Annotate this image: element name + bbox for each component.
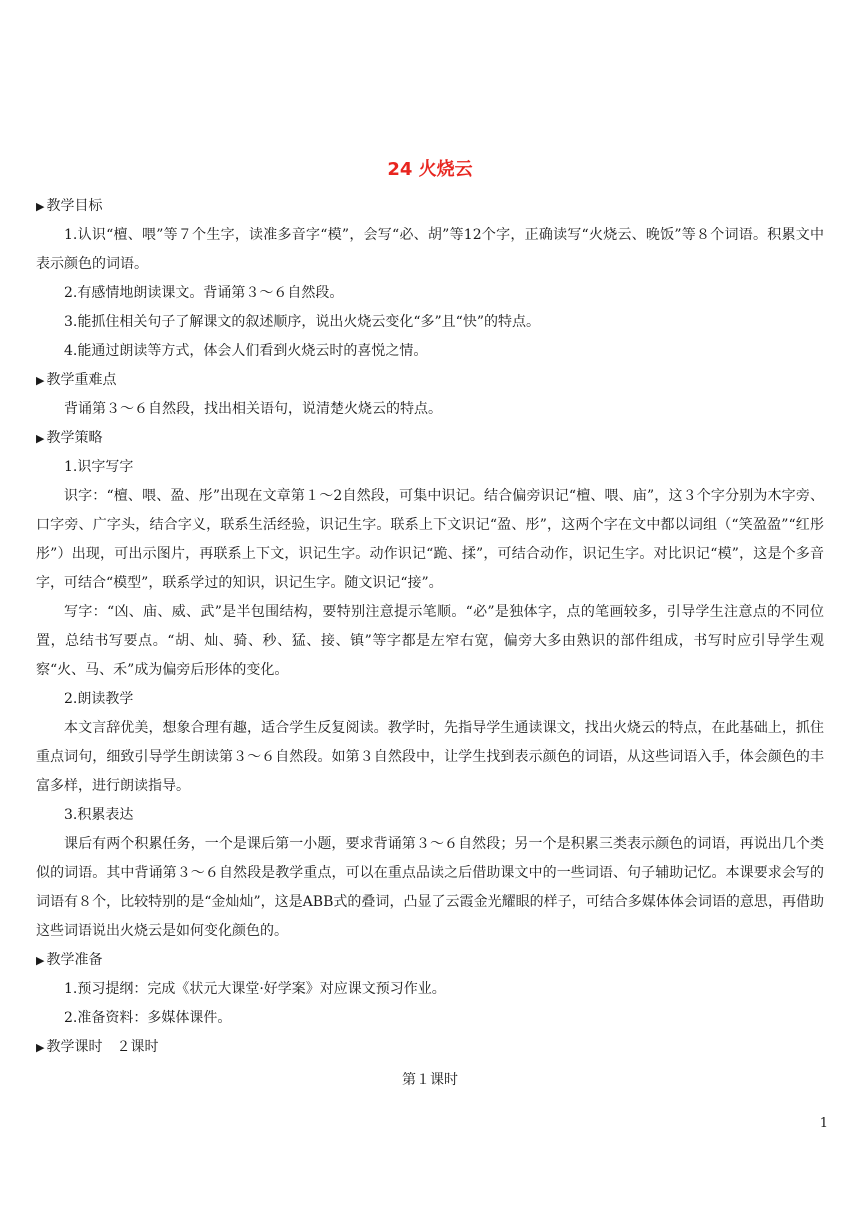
strategy-sub1-label: 1.识字写字 <box>64 459 134 475</box>
triangle-marker-icon: ▶ <box>36 1041 45 1054</box>
section-heading-hours: ▶ 教学课时 ２课时 <box>36 1039 159 1055</box>
strategy-sub1-paragraph-1: 识字：“檀、喂、盈、彤”出现在文章第１～2自然段，可集中识记。结合偏旁识记“檀、喂、庙”，这３个字分别为木字旁、口字旁、广字头，结合字义，联系生活经验，识记生字。联系上下文识记“盈、彤”，这两个字在文中都以词组（“笑盈盈”“红彤彤”）出现，可出示图片，再联系上下文，识记生字。动作识记“跪、揉”，可结合动作，识记生字。对比识记“模”，这是个多音字，可结合“模型”，联系学过的知识，识记生字。随文识记“接”。 <box>36 488 824 591</box>
section-heading-key-points: ▶ 教学重难点 <box>36 372 117 388</box>
section-heading-objectives: ▶ 教学目标 <box>36 198 103 214</box>
document-title: 24 火烧云 <box>387 159 473 180</box>
page-number: 1 <box>819 1116 828 1131</box>
triangle-marker-icon: ▶ <box>36 200 45 213</box>
session-label: 第１课时 <box>402 1072 458 1088</box>
objective-item-4: 4.能通过朗读等方式，体会人们看到火烧云时的喜悦之情。 <box>64 343 428 359</box>
preparation-item-1: 1.预习提纲：完成《状元大课堂·好学案》对应课文预习作业。 <box>64 981 446 997</box>
objective-item-1: 1.认识“檀、喂”等７个生字，读准多音字“模”，会写“必、胡”等12个字，正确读写“火烧云、晚饭”等８个词语。积累文中表示颜色的词语。 <box>36 227 824 272</box>
key-points-text: 背诵第３～６自然段，找出相关语句，说清楚火烧云的特点。 <box>64 401 442 417</box>
triangle-marker-icon: ▶ <box>36 432 45 445</box>
strategy-sub1-paragraph-2: 写字：“凶、庙、威、武”是半包围结构，要特别注意提示笔顺。“必”是独体字，点的笔画较多，引导学生注意点的不同位置，总结书写要点。“胡、灿、骑、秒、猛、接、镇”等字都是左窄右宽，偏旁大多由熟识的部件组成，书写时应引导学生观察“火、马、禾”成为偏旁后形体的变化。 <box>36 604 824 678</box>
strategy-sub3-label: 3.积累表达 <box>64 807 134 823</box>
strategy-sub2-label: 2.朗读教学 <box>64 691 134 707</box>
section-heading-preparation: ▶ 教学准备 <box>36 952 103 968</box>
document-body <box>36 192 824 1095</box>
preparation-item-2: 2.准备资料：多媒体课件。 <box>64 1010 232 1026</box>
section-heading-strategy: ▶ 教学策略 <box>36 430 103 446</box>
triangle-marker-icon: ▶ <box>36 954 45 967</box>
objective-item-3: 3.能抓住相关句子了解课文的叙述顺序，说出火烧云变化“多”且“快”的特点。 <box>64 314 540 330</box>
strategy-sub3-paragraph-1: 课后有两个积累任务，一个是课后第一小题，要求背诵第３～６自然段；另一个是积累三类表示颜色的词语，再说出几个类似的词语。其中背诵第３～６自然段是教学重点，可以在重点品读之后借助课文中的一些词语、句子辅助记忆。本课要求会写的词语有８个，比较特别的是“金灿灿”，这是ABB式的叠词，凸显了云霞金光耀眼的样子，可结合多媒体体会词语的意思，再借助这些词语说出火烧云是如何变化颜色的。 <box>36 836 824 939</box>
strategy-sub2-paragraph-1: 本文言辞优美，想象合理有趣，适合学生反复阅读。教学时，先指导学生通读课文，找出火烧云的特点，在此基础上，抓住重点词句，细致引导学生朗读第３～６自然段。如第３自然段中，让学生找到表示颜色的词语，从这些词语入手，体会颜色的丰富多样，进行朗读指导。 <box>36 720 824 794</box>
objective-item-2: 2.有感情地朗读课文。背诵第３～６自然段。 <box>64 285 344 301</box>
triangle-marker-icon: ▶ <box>36 374 45 387</box>
